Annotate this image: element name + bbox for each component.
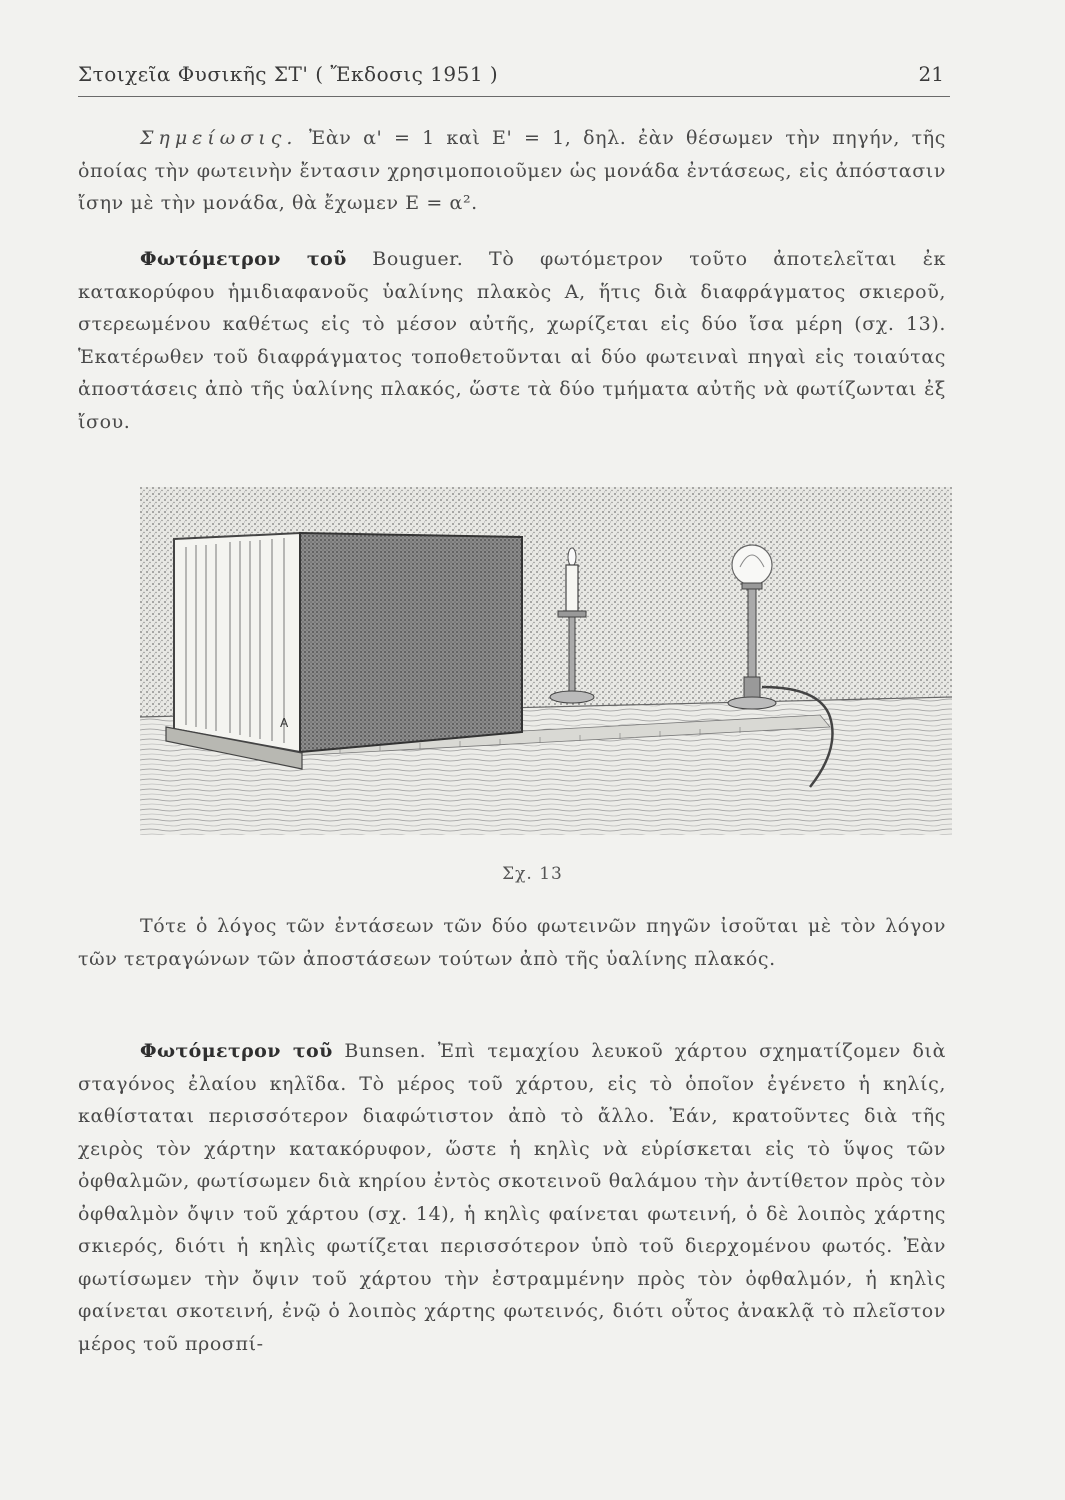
bunsen-name: Bunsen.	[332, 1040, 427, 1062]
bouguer-text: Τὸ φωτόμετρον τοῦτο ἀποτελεῖται ἐκ κατακορύφου ἡμιδιαφανοῦς ὑαλίνης πλακὸς A, ἥτις διὰ διαφράγματος σκιεροῦ, στερεωμένου καθέτως εἰς τὸ μέσον αὐτῆς, χωρίζεται εἰς δύο ἴσα μέρη (σχ. 13). Ἑκατέρωθεν τοῦ διαφράγματος τοποθετοῦνται αἱ δύο φωτειναὶ πηγαὶ εἰς τοιαύτας ἀποστάσεις ἀπὸ τῆς ὑαλίνης πλακός, ὥστε τὰ δύο τμήματα αὐτῆς νὰ φωτίζωνται ἐξ ἴσου.	[78, 248, 946, 433]
note-lead: Σημείωσις.	[140, 127, 298, 149]
running-header	[78, 62, 950, 97]
plate-label: A	[280, 716, 289, 730]
bouguer-paragraph	[78, 243, 946, 438]
ratio-paragraph: Τότε ὁ λόγος τῶν ἐντάσεων τῶν δύο φωτεινῶν πηγῶν ἰσοῦται μὲ τὸν λόγον τῶν τετραγώνων τῶν ἀποστάσεων τούτων ἀπὸ τῆς ὑαλίνης πλακός.	[78, 915, 946, 970]
header-title: Στοιχεῖα Φυσικῆς ΣΤ' ( Ἔκδοσις 1951 )	[78, 62, 499, 86]
figure-caption: Σχ. 13	[502, 864, 563, 884]
bunsen-paragraph	[78, 1035, 946, 1360]
bouguer-heading: Φωτόμετρον τοῦ	[140, 248, 347, 270]
bouguer-name: Bouguer.	[346, 248, 464, 270]
bunsen-heading: Φωτόμετρον τοῦ	[140, 1040, 333, 1062]
page-number: 21	[918, 62, 944, 86]
bunsen-text: Ἐπὶ τεμαχίου λευκοῦ χάρτου σχηματίζομεν διὰ σταγόνος ἐλαίου κηλῖδα. Τὸ μέρος τοῦ χάρτου, εἰς τὸ ὁποῖον ἐγένετο ἡ κηλίς, καθίσταται περισσότερον διαφώτιστον ἀπὸ τὸ ἄλλο. Ἐάν, κρατοῦντες διὰ τῆς χειρὸς τὸν χάρτην κατακόρυφον, ὥστε ἡ κηλὶς νὰ εὑρίσκεται εἰς τὸ ὕψος τῶν ὀφθαλμῶν, φωτίσωμεν διὰ κηρίου ἐντὸς σκοτεινοῦ θαλάμου τὴν ἀντίθετον πρὸς τὸν ὀφθαλμὸν ὄψιν τοῦ χάρτου (σχ. 14), ἡ κηλὶς φαίνεται φωτεινή, ὁ δὲ λοιπὸς χάρτης σκιερός, διότι ἡ κηλὶς φωτίζεται περισσότερον ὑπὸ τοῦ διερχομένου φωτός. Ἐὰν φωτίσωμεν τὴν ὄψιν τοῦ χάρτου τὴν ἐστραμμένην πρὸς τὸν ὀφθαλμόν, ἡ κηλὶς φαίνεται σκοτεινή, ἐνῷ ὁ λοιπὸς χάρτης φωτεινός, διότι οὗτος ἀνακλᾷ τὸ πλεῖστον μέρος τοῦ προσπί-	[78, 1040, 946, 1355]
note-text: Ἐὰν α' = 1 καὶ E' = 1, δηλ. ἐὰν θέσωμεν τὴν πηγήν, τῆς ὁποίας τὴν φωτεινὴν ἔντασιν χρησιμοποιοῦμεν ὡς μονάδα ἐντάσεως, εἰς ἀπόστασιν ἴσην μὲ τὴν μονάδα, θὰ ἔχωμεν E = α².	[78, 127, 946, 214]
bouguer-photometer-figure	[140, 487, 952, 835]
note-paragraph	[78, 122, 946, 220]
dark-diaphragm	[300, 533, 522, 752]
